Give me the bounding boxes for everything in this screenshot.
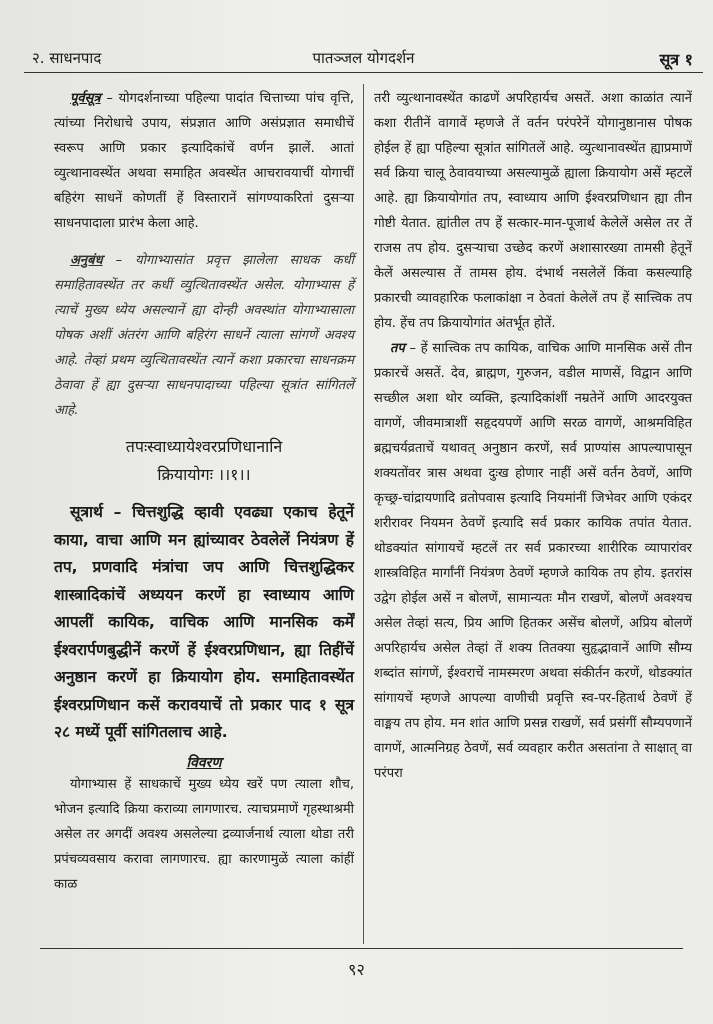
sutra-line-2: क्रियायोगः ।।१।। [157, 465, 251, 484]
tapa-lead: तप [390, 341, 405, 356]
purvasutra-paragraph [54, 86, 354, 236]
anubandha-text: – योगाभ्यासांत प्रवृत्त झालेला साधक कधीं समाहितावस्थेंत तर कधीं व्युत्थितावस्थेंत असेल. योगाभ्यास हें त्याचें मुख्य ध्येय असल्यानें ह्या दोन्ही अवस्थांत योगाभ्यासाला पोषक अशीं अंतरंग आणि बहिरंग साधनें त्याला सांगणें अवश्य आहे. तेव्हां प्रथम व्युत्थितावस्थेंत त्यानें कशा प्रकारचा साधनक्रम ठेवावा हें ह्या दुसऱ्या साधनपादाच्या पहिल्या सूत्रांत सांगितलें आहे. [54, 253, 354, 418]
sutrartha-lead: सूत्रार्थ [70, 503, 103, 521]
tapa-text: – हें सात्त्विक तप कायिक, वाचिक आणि मानसिक असें तीन प्रकारचें असतें. देव, ब्राह्मण, गुरुजन, वडील माणसें, विद्वान आणि सच्छील अशा थोर व्यक्ति, इत्यादिकांशीं नम्रतेनें आणि आदरयुक्त वागणें, जीवमात्राशीं सहृदयपणें आणि सरळ वागणें, आश्रमविहित ब्रह्मचर्यव्रताचें यथावत् अनुष्ठान करणें, सर्व प्राण्यांस आपल्यापासून शक्यतोंवर त्रास अथवा दुःख होणार नाहीं असें वर्तन ठेवणें, आणि कृच्छ्र-चांद्रायणादि व्रतोपवास इत्यादि नियमांनीं जिभेवर आणि एकंदर शरीरावर नियमन ठेवणें इत्यादि सर्व प्रकार कायिक तपांत येतात. थोडक्यांत सांगायचें म्हटलें तर सर्व प्रकारच्या शारीरिक व्यापारांवर शास्त्रविहित मार्गांनीं नियंत्रण ठेवणें म्हणजे कायिक तप होय. इतरांस उद्वेग होईल असें न बोलणें, सामान्यतः मौन राखणें, बोलणें अवश्यच असेल तेव्हां सत्य, प्रिय आणि हितकर असेंच बोलणें, अप्रिय बोलणें अपरिहार्यच असेल तेव्हां तें शक्य तितक्या सुहृद्भावानें आणि सौम्य शब्दांत सांगणें, ईश्वराचें नामस्मरण अथवा संकीर्तन करणें, थोडक्यांत सांगायचें म्हणजे आपल्या वाणीची प्रवृत्ति स्व-पर-हितार्थ ठेवणें हें वाङ्मय तप होय. मन शांत आणि प्रसन्न राखणें, सर्व प्रसंगीं सौम्यपणानें वागणें, आत्मनिग्रह ठेवणें, सर्व व्यवहार करीत असतांना ते साक्षात् वा परंपरा [374, 341, 692, 781]
anubandha-lead: अनुबंध [70, 253, 103, 268]
column-divider [363, 84, 364, 944]
header-chapter: २. साधनपाद [32, 49, 102, 67]
sutra-line-1: तपःस्वाध्यायेश्वरप्रणिधानानि [125, 437, 283, 456]
vivaran-paragraph: योगाभ्यास हें साधकाचें मुख्य ध्येय खरें पण त्याला शौच, भोजन इत्यादि क्रिया कराव्या लागणारच. त्याचप्रमाणें गृहस्थाश्रमी असेल तर अगदीं अवश्य असलेल्या द्रव्यार्जनार्थ त्याला थोडा तरी प्रपंचव्यवसाय करावा लागणारच. ह्या कारणामुळें त्याला कांहीं काळ [54, 776, 354, 892]
purvasutra-lead: पूर्वसूत्र [70, 91, 101, 106]
anubandha-paragraph [54, 248, 354, 423]
left-column [54, 86, 354, 897]
sutrartha-text: – चित्तशुद्धि व्हावी एवढ्या एकाच हेतूनें काया, वाचा आणि मन ह्यांच्यावर ठेवलेलें नियंत्रण हें तप, प्रणवादि मंत्रांचा जप आणि चित्तशुद्धिकर शास्त्रादिकांचें अध्ययन करणें हा स्वाध्याय आणि आपलीं कायिक, वाचिक आणि मानसिक कर्में ईश्वरार्पणबुद्धीनें करणें हें ईश्वरप्रणिधान, ह्या तिहींचें अनुष्ठान करणें हा क्रियायोग होय. समाहितावस्थेंत ईश्वरप्रणिधान कसें करावयाचें तो प्रकार पाद १ सूत्र २८ मध्यें पूर्वी सांगितलाच आहे. [54, 503, 354, 741]
footer-rule [40, 948, 683, 949]
sutrartha-paragraph [54, 499, 354, 747]
header-book-title: पातञ्जल योगदर्शन [312, 49, 415, 67]
continuation-paragraph: तरी व्युत्थानावस्थेंत काढणें अपरिहार्यच असतें. अशा काळांत त्यानें कशा रीतीनें वागावें म्हणजे तें वर्तन परंपरेनें योगानुष्ठानास पोषक होईल हें ह्या पहिल्या सूत्रांत सांगितलें आहे. व्युत्थानावस्थेंत ह्याप्रमाणें सर्व क्रिया चालू ठेवावयाच्या असल्यामुळें ह्याला क्रियायोग असें म्हटलें आहे. ह्या क्रियायोगांत तप, स्वाध्याय आणि ईश्वरप्रणिधान ह्या तीन गोष्टी येतात. ह्यांतील तप हें सत्कार-मान-पूजार्थ केलेलें असेल तर तें राजस तप होय. दुसऱ्याचा उच्छेद करणें अशासारख्या तामसी हेतूनें केलें असल्यास तें तामस होय. दंभार्थ नसलेलें किंवा कसल्याहि प्रकारची व्यावहारिक फलाकांक्षा न ठेवतां केलेलें तप हें सात्त्विक तप होय. हेंच तप क्रियायोगांत अंतर्भूत होतें. [374, 91, 692, 331]
purvasutra-text: – योगदर्शनाच्या पहिल्या पादांत चित्ताच्या पांच वृत्ति, त्यांच्या निरोधाचे उपाय, संप्रज्ञात आणि असंप्रज्ञात समाधीचें स्वरूप आणि प्रकार इत्यादिकांचें वर्णन झालें. आतां व्युत्थानावस्थेंत अथवा समाहित अवस्थेंत आचरावयाचीं योगाचीं बहिरंग साधनें कोणतीं हें विस्तारानें सांगण्याकरितां दुसऱ्या साधनपादाला प्रारंभ केला आहे. [54, 91, 354, 231]
tapa-paragraph [374, 336, 692, 786]
header-sutra-number: सूत्र १ [659, 50, 693, 69]
page-number: ९२ [348, 960, 365, 979]
right-column [374, 86, 692, 786]
sutra-verse [54, 433, 354, 489]
vivaran-heading: विवरण [186, 754, 222, 771]
running-header [24, 46, 703, 73]
